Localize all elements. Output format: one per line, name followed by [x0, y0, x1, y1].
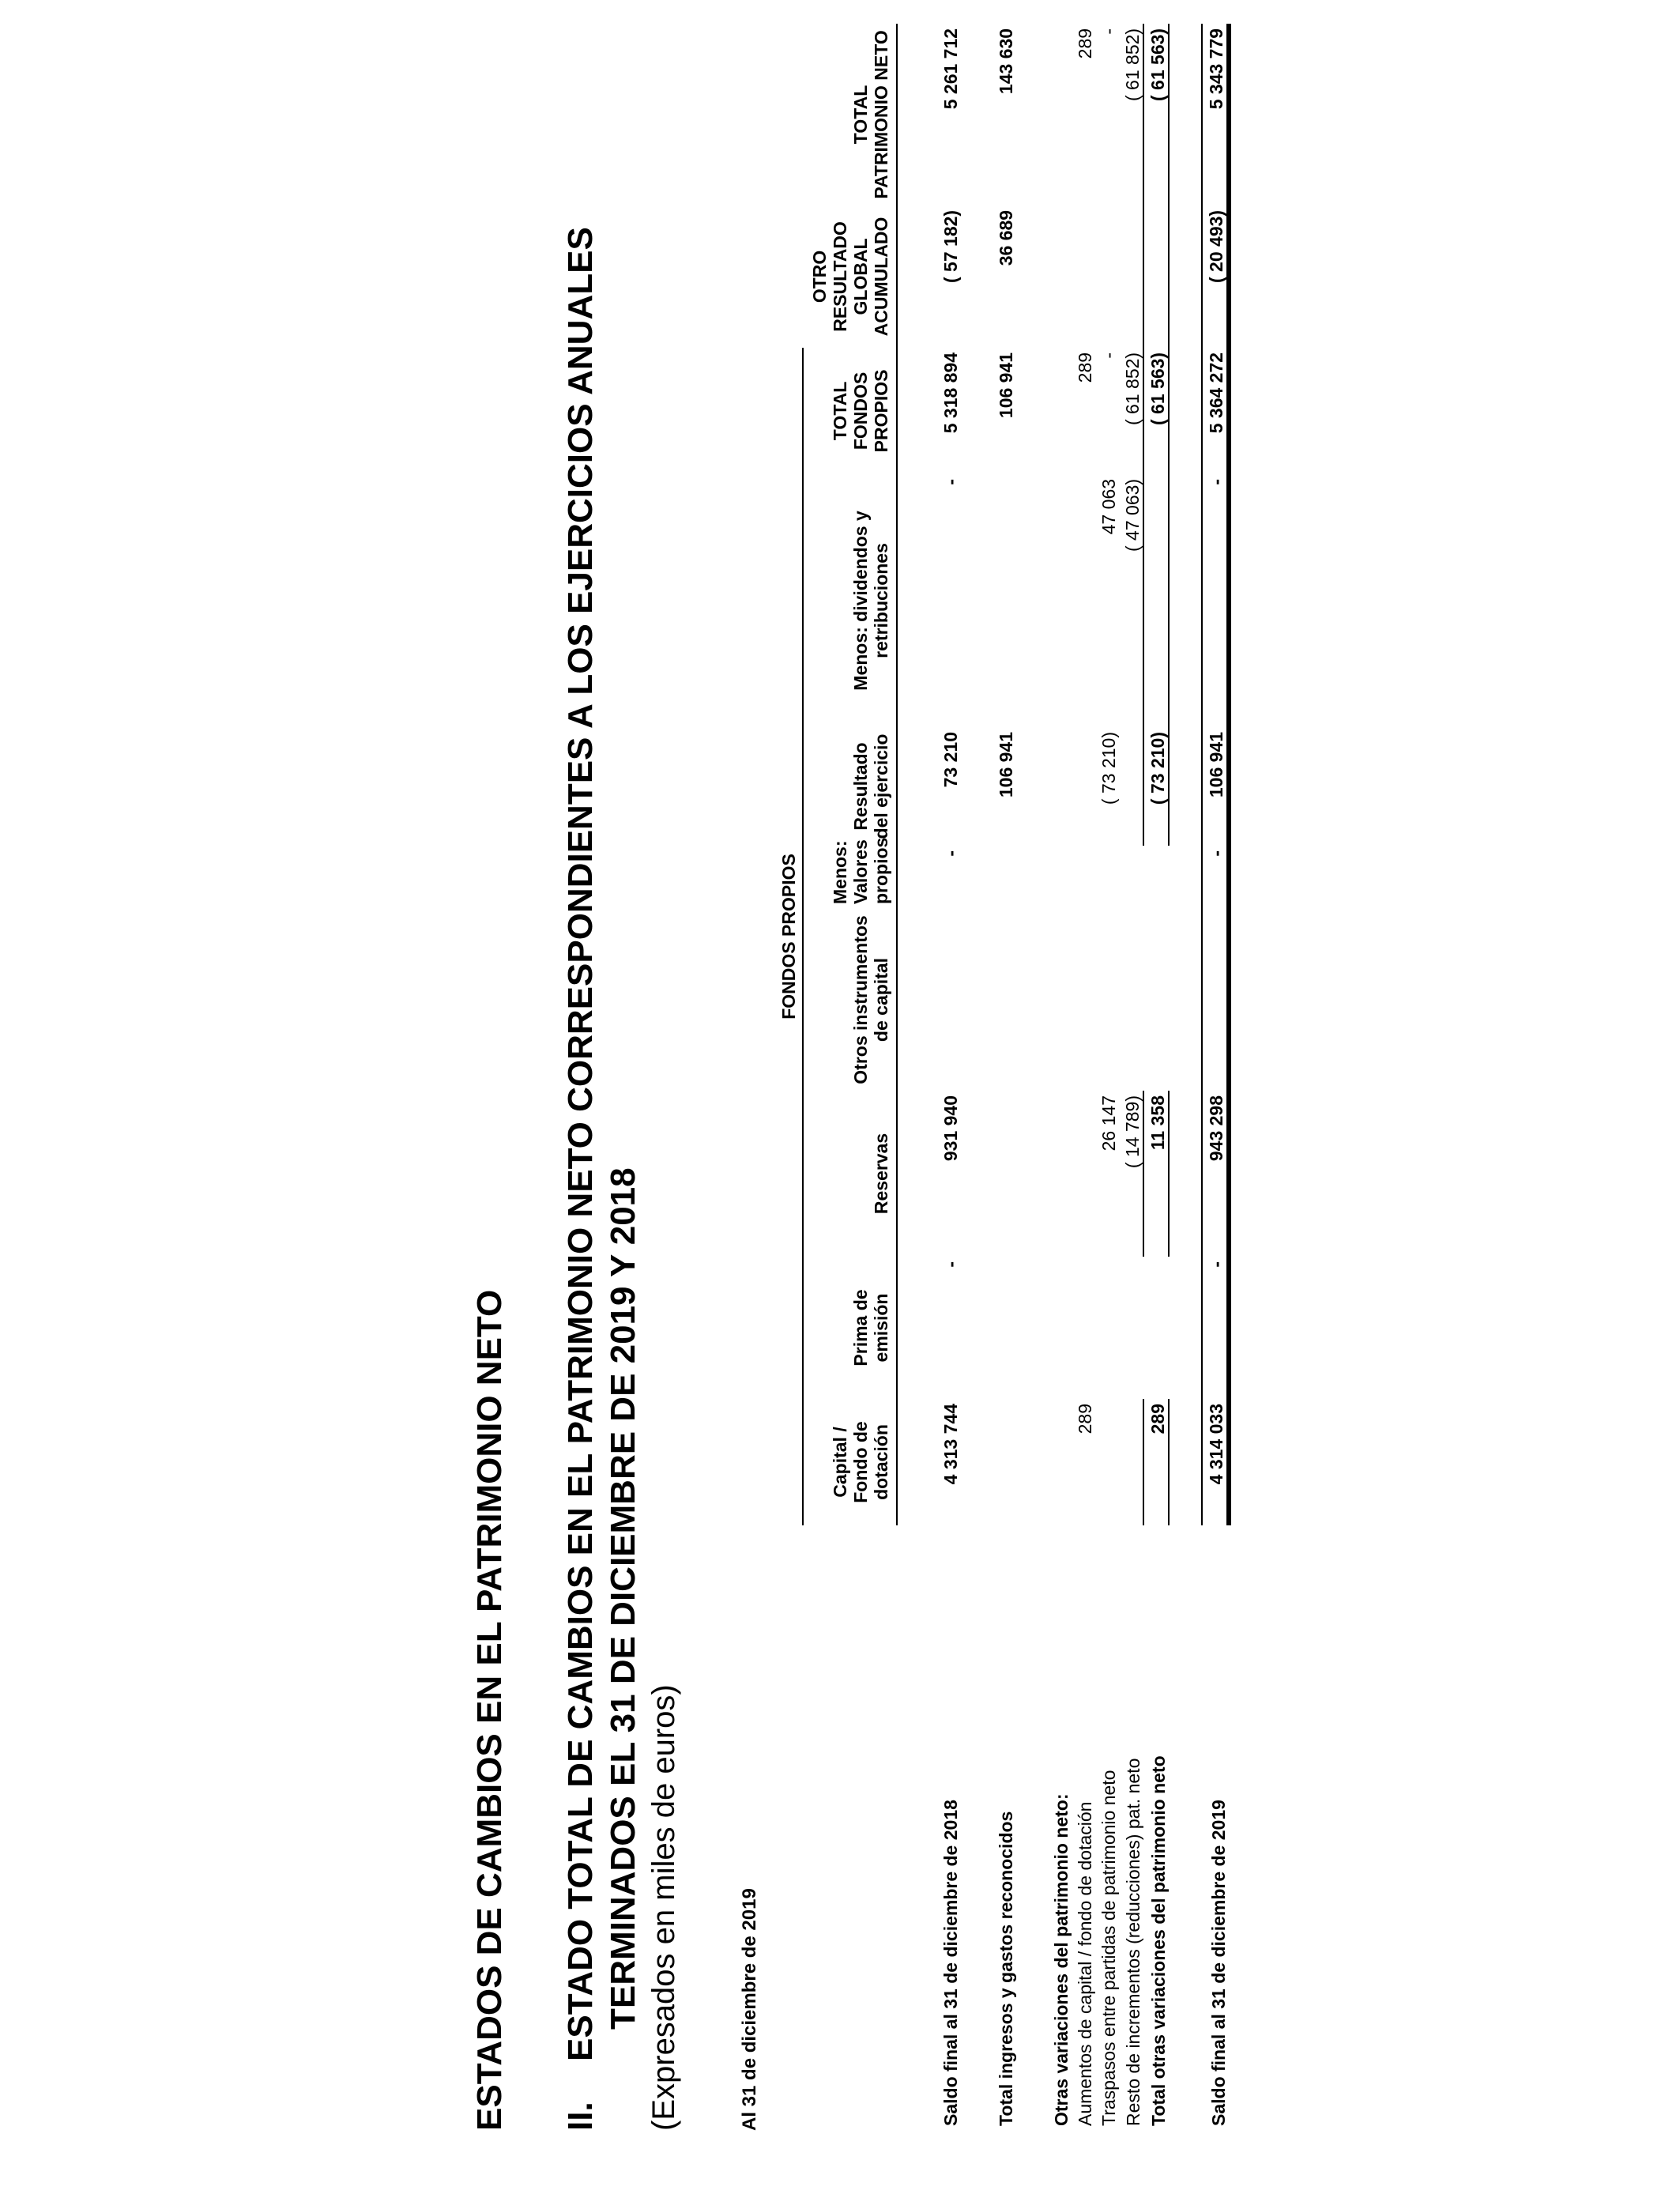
col-header-otros-instrumentos: Otros instrumentos de capital [803, 909, 897, 1091]
table-cell [1143, 846, 1169, 909]
table-row [1202, 24, 1229, 2131]
col-header-prima: Prima de emisión [803, 1257, 897, 1399]
table-cell: 47 063 [1098, 478, 1119, 535]
table-cell: - [1202, 474, 1229, 727]
table-cell [1202, 909, 1229, 1091]
table-cell [993, 1091, 1016, 1257]
section-heading [559, 227, 645, 2131]
table-cell [993, 1257, 1016, 1399]
col-header-reservas: Reservas [803, 1091, 897, 1257]
table-cell: 26 147 [1098, 1095, 1119, 1152]
table-cell: ( 61 563) [1143, 348, 1169, 474]
table-cell: ( 14 789) [1122, 1095, 1143, 1169]
as-of-date: Al 31 de diciembre de 2019 [739, 1888, 760, 2131]
col-header-total-fondos: TOTAL FONDOS PROPIOS [803, 348, 897, 474]
row-label: Traspasos entre partidas de patrimonio neto [1098, 1770, 1119, 2126]
table-cell [1072, 474, 1095, 727]
table-cell [1119, 727, 1143, 846]
table-cell [1143, 1257, 1169, 1399]
row-label: Total otras variaciones del patrimonio neto [1148, 1755, 1169, 2126]
table-cell [1143, 909, 1169, 1091]
row-label: Saldo final al 31 de diciembre de 2018 [940, 1800, 961, 2126]
table-cell: - [940, 478, 961, 485]
col-header-otro-resultado: OTRO RESULTADO GLOBAL ACUMULADO [803, 205, 897, 348]
col-header-dividendos: Menos: dividendos y retribuciones [803, 474, 897, 727]
equity-changes-table [778, 24, 1231, 2131]
table-row [1143, 24, 1169, 2131]
table-cell: - [940, 850, 961, 857]
table-cell [993, 909, 1016, 1091]
table-cell: 106 941 [996, 732, 1016, 798]
group-header-row [778, 24, 803, 2131]
table-cell: 5 364 272 [1202, 348, 1229, 474]
table-row [1072, 24, 1095, 2131]
table-cell [1072, 846, 1095, 909]
section-title-line2: TERMINADOS EL 31 DE DICIEMBRE DE 2019 Y 2018 [604, 1167, 642, 2030]
table-cell [1119, 1399, 1143, 1525]
table-cell: ( 61 852) [1122, 28, 1143, 101]
table-cell: 143 630 [996, 28, 1016, 95]
table-cell [993, 474, 1016, 727]
table-cell: - [1202, 846, 1229, 909]
table-cell: - [1098, 28, 1119, 35]
units-subtitle: (Expresados en miles de euros) [646, 1684, 681, 2131]
table-cell [1119, 1257, 1143, 1399]
table-row [1119, 24, 1143, 2131]
col-header-capital: Capital / Fondo de dotación [803, 1399, 897, 1525]
section-title-line1: ESTADO TOTAL DE CAMBIOS EN EL PATRIMONIO NETO CORRESPONDIENTES A LOS EJERCICIOS ANUALES [561, 227, 600, 2061]
table-cell: - [940, 1261, 961, 1268]
table-cell [1072, 1257, 1095, 1399]
table-cell [1143, 474, 1169, 727]
table-cell: 289 [1075, 28, 1095, 59]
col-header-valores-propios: Menos: Valores propios [803, 846, 897, 909]
table-cell [1119, 909, 1143, 1091]
table-cell [1072, 1091, 1095, 1257]
table-cell [1143, 205, 1169, 348]
table-cell [1095, 846, 1119, 909]
col-header-total-patrimonio: TOTAL PATRIMONIO NETO [803, 24, 897, 205]
col-header-resultado: Resultado del ejercicio [803, 727, 897, 846]
table-cell [1119, 205, 1143, 348]
table-cell: 5 261 712 [940, 28, 961, 110]
table-cell: ( 47 063) [1122, 478, 1143, 552]
table-cell: 36 689 [996, 209, 1016, 266]
table-cell: ( 61 563) [1143, 24, 1169, 205]
table-cell: - [1202, 1257, 1229, 1399]
section-number: II. [561, 2102, 600, 2131]
table-cell: 73 210 [940, 732, 961, 788]
table-cell [937, 909, 961, 1091]
table-cell: ( 73 210) [1143, 727, 1169, 846]
row-label: Total ingresos y gastos reconocidos [996, 1811, 1016, 2126]
table-cell [1095, 909, 1119, 1091]
table-cell: 289 [1075, 352, 1095, 383]
table-cell: ( 61 852) [1122, 352, 1143, 425]
document-title: ESTADOS DE CAMBIOS EN EL PATRIMONIO NETO [470, 1289, 509, 2131]
table-cell: 4 314 033 [1202, 1399, 1229, 1525]
row-label: Aumentos de capital / fondo de dotación [1075, 1801, 1095, 2126]
table-cell: 289 [1075, 1404, 1095, 1434]
table-row [937, 24, 961, 2131]
table-row [993, 24, 1016, 2131]
table-cell: 106 941 [1202, 727, 1229, 846]
table-cell: 5 318 894 [940, 352, 961, 434]
row-label: Otras variaciones del patrimonio neto: [1051, 1793, 1072, 2126]
table-cell [993, 1399, 1016, 1525]
table-cell: ( 57 182) [940, 209, 961, 283]
table-cell [1072, 205, 1095, 348]
fondos-propios-header: FONDOS PROPIOS [778, 854, 799, 1020]
table-cell: ( 73 210) [1098, 732, 1119, 805]
table-cell: 11 358 [1143, 1091, 1169, 1257]
table-cell [1072, 909, 1095, 1091]
table-cell [1095, 1399, 1119, 1525]
table-cell: 289 [1143, 1399, 1169, 1525]
table-cell: 5 343 779 [1202, 24, 1229, 205]
table-cell [1072, 727, 1095, 846]
table-cell [1119, 846, 1143, 909]
table-cell [1095, 1257, 1119, 1399]
row-label: Resto de incrementos (reducciones) pat. neto [1123, 1758, 1143, 2126]
table-cell: - [1098, 352, 1119, 359]
table-cell: ( 20 493) [1202, 205, 1229, 348]
table-cell [993, 846, 1016, 909]
table-row [1095, 24, 1119, 2131]
table-cell [1095, 205, 1119, 348]
section-heading-row [1048, 24, 1072, 2131]
row-label: Saldo final al 31 de diciembre de 2019 [1208, 1800, 1229, 2126]
column-header-row [803, 24, 897, 2131]
table-cell: 106 941 [996, 352, 1016, 419]
table-cell: 931 940 [940, 1095, 961, 1162]
table-cell: 4 313 744 [940, 1404, 961, 1485]
table-cell: 943 298 [1202, 1091, 1229, 1257]
